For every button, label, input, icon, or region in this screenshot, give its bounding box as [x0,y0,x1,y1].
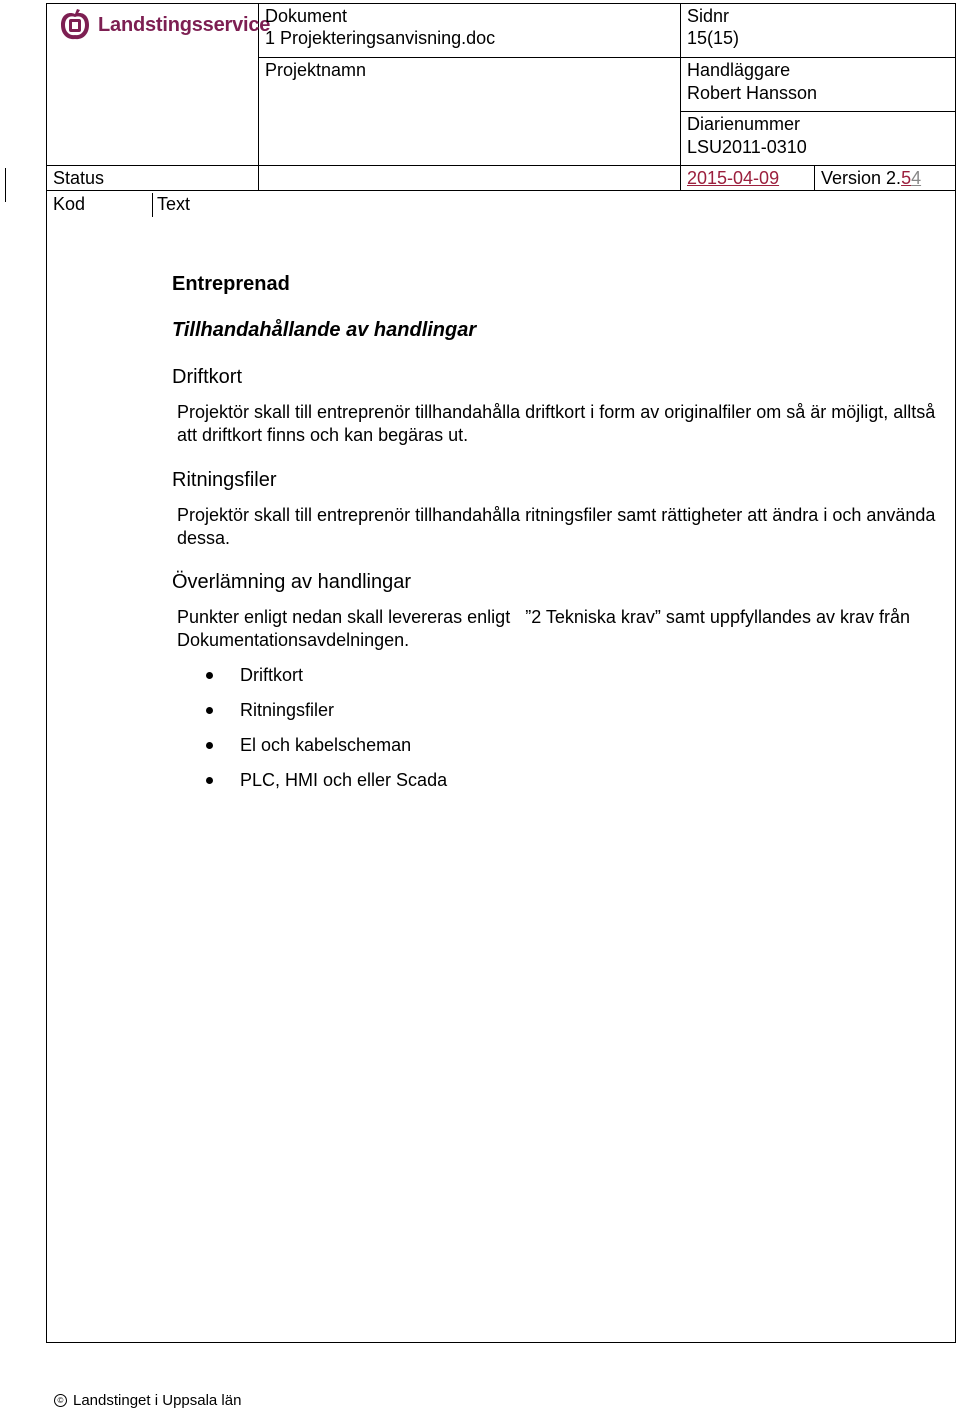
list-item [206,663,447,698]
dokument-value: 1 Projekteringsanvisning.doc [265,28,496,48]
sidnr-value: 15(15) [687,28,740,48]
list-item-text: El och kabelscheman [240,735,412,755]
list-item [206,733,447,768]
header-divider [814,165,815,190]
text-label: Text [157,194,191,214]
header-divider [680,3,681,190]
landstingsservice-logo-icon [58,8,92,42]
header-divider [46,165,956,166]
bullet-icon [206,777,213,784]
bullet-list [206,663,447,803]
header-divider [46,190,956,191]
kod-label: Kod [53,194,86,214]
copyright-icon: © [54,1394,67,1407]
section-text: Projektör skall till entreprenör tillhandahålla ritningsfiler samt rättigheter att ändra i och använda dessa. [177,505,936,548]
bullet-icon [206,742,213,749]
bullet-icon [206,707,213,714]
section-text: Punkter enligt nedan skall levereras enligt ”2 Tekniska krav” samt uppfyllandes av krav från Dokumentationsavdelningen. [177,607,916,650]
handlaggare-label: Handläggare [687,60,791,80]
version [821,167,921,189]
footer-text: Landstinget i Uppsala län [73,1392,242,1409]
section-title: Driftkort [172,366,242,388]
kod-divider [152,193,153,217]
diarienummer-value: LSU2011-0310 [687,137,807,157]
logo [58,8,270,42]
sidnr-label: Sidnr [687,6,730,26]
list-item [206,768,447,803]
diarienummer-label: Diarienummer [687,114,801,134]
heading-entreprenad: Entreprenad [172,273,290,295]
projektnamn-label: Projektnamn [265,60,367,80]
list-item-text: Ritningsfiler [240,700,335,720]
dokument-label: Dokument [265,6,348,26]
footer [54,1392,241,1409]
list-item [206,698,447,733]
version-prefix: Version 2. [821,168,902,188]
section-title: Ritningsfiler [172,469,277,491]
logo-text: Landstingsservice [98,13,271,36]
document-date: 2015-04-09 [687,168,780,188]
revision-bar [5,168,6,202]
version-old: 4 [911,168,922,188]
header-divider [258,57,956,58]
section-title: Överlämning av handlingar [172,571,412,593]
version-new: 5 [901,168,912,188]
list-item-text: PLC, HMI och eller Scada [240,770,448,790]
status-label: Status [53,168,105,188]
section-text: Projektör skall till entreprenör tillhandahålla driftkort i form av originalfiler om så är möjligt, alltså att driftkort finns och kan begäras ut. [177,402,936,445]
heading-tillhandahallande: Tillhandahållande av handlingar [172,319,477,341]
list-item-text: Driftkort [240,665,303,685]
header-divider [680,111,956,112]
handlaggare-value: Robert Hansson [687,83,818,103]
bullet-icon [206,672,213,679]
